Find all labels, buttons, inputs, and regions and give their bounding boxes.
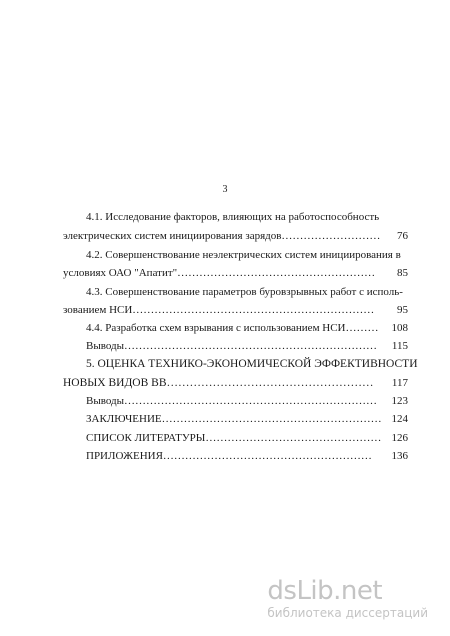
toc-entry-4-2-line-2: условиях ОАО "Апатит"……………………………………………… xyxy=(63,267,376,279)
toc-entry-conclusions-4-page: 115 xyxy=(391,340,408,352)
toc-entry-4-4-page: 108 xyxy=(391,322,408,334)
toc-entry-4-3-page: 95 xyxy=(397,304,408,316)
toc-entry-references-page: 126 xyxy=(391,432,408,444)
watermark-subtitle: библиотека диссертаций xyxy=(267,606,428,620)
toc-entry-conclusion-page: 124 xyxy=(391,413,408,425)
watermark-brand: dsLib.net xyxy=(267,576,383,606)
toc-entry-appendices-page: 136 xyxy=(391,450,408,462)
toc-entry-4-1-line-1: 4.1. Исследование факторов, влияющих на работоспособность xyxy=(86,211,380,223)
toc-entry-4-2-page: 85 xyxy=(397,267,408,279)
toc-entry-references: СПИСОК ЛИТЕРАТУРЫ………………………………………… xyxy=(86,432,382,444)
toc-entry-4-1-line-2: электрических систем инициирования зарядов……………………… xyxy=(63,230,381,242)
toc-entry-4-4: 4.4. Разработка схем взрывания с использованием НСИ……… xyxy=(86,322,379,334)
toc-entry-appendices: ПРИЛОЖЕНИЯ………………………………………………… xyxy=(86,450,372,462)
toc-entry-conclusions-4: Выводы…………………………………………………………… xyxy=(86,340,378,352)
toc-entry-4-3-line-2: зованием НСИ………………………………………………………… xyxy=(63,304,375,316)
toc-entry-conclusions-5-page: 123 xyxy=(391,395,408,407)
toc-entry-4-2-line-1: 4.2. Совершенствование неэлектрических систем инициирования в xyxy=(86,249,401,261)
toc-entry-5-line-1: 5. ОЦЕНКА ТЕХНИКО-ЭКОНОМИЧЕСКОЙ ЭФФЕКТИВНОСТИ xyxy=(86,358,418,370)
toc-entry-4-3-line-1: 4.3. Совершенствование параметров буровзрывных работ с исполь- xyxy=(86,286,403,298)
toc-entry-5-page: 117 xyxy=(391,377,408,389)
page-number: 3 xyxy=(222,184,228,195)
toc-entry-5-line-2: НОВЫХ ВИДОВ ВВ……………………………………………… xyxy=(63,377,374,389)
dslib-watermark xyxy=(267,578,428,620)
toc-entry-conclusion: ЗАКЛЮЧЕНИЕ…………………………………………………… xyxy=(86,413,382,425)
toc-entry-conclusions-5: Выводы…………………………………………………………… xyxy=(86,395,378,407)
toc-entry-4-1-page: 76 xyxy=(397,230,408,242)
